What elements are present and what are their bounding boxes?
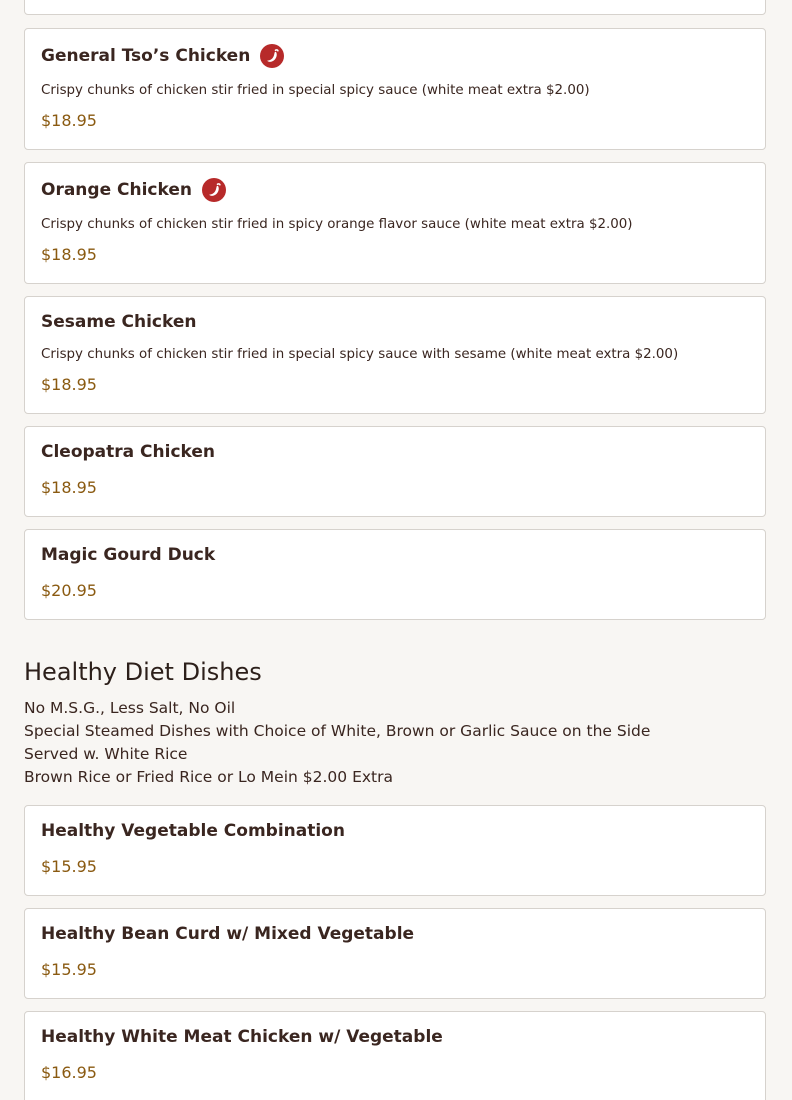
menu-item-name: Healthy Bean Curd w/ Mixed Vegetable <box>41 924 415 944</box>
chili-pepper-icon <box>260 44 284 68</box>
menu-item-name: Magic Gourd Duck <box>41 545 216 565</box>
menu-item-card[interactable] <box>24 296 766 414</box>
chili-pepper-icon <box>202 178 226 202</box>
menu-item-title <box>41 924 414 944</box>
menu-item-title <box>41 1027 443 1047</box>
menu-item-description: Crispy chunks of chicken stir fried in special spicy sauce (white meat extra $2.00) <box>41 83 590 98</box>
menu-item-price: $15.95 <box>41 960 97 979</box>
menu-item-card[interactable] <box>24 908 766 999</box>
menu-item-card[interactable] <box>24 1011 766 1100</box>
menu-item-card[interactable] <box>24 28 766 150</box>
section-title: Healthy Diet Dishes <box>24 658 262 686</box>
menu-item-title <box>41 44 284 68</box>
menu-item-price: $15.95 <box>41 857 97 876</box>
menu-item-title <box>41 442 215 462</box>
menu-item-description: Crispy chunks of chicken stir fried in spicy orange flavor sauce (white meat extra $2.00) <box>41 217 633 232</box>
menu-item-name: Orange Chicken <box>41 180 192 200</box>
menu-item-price: $16.95 <box>41 1063 97 1082</box>
menu-item-description: Crispy chunks of chicken stir fried in special spicy sauce with sesame (white meat extra $2.00) <box>41 347 679 362</box>
menu-item-name: General Tso’s Chicken <box>41 46 251 66</box>
menu-item-name: Healthy White Meat Chicken w/ Vegetable <box>41 1027 443 1047</box>
menu-item-price: $18.95 <box>41 245 97 264</box>
section-notes <box>24 697 650 789</box>
menu-item-price: $18.95 <box>41 478 97 497</box>
section-note: Served w. White Rice <box>24 745 188 763</box>
menu-item-card[interactable] <box>24 529 766 620</box>
menu-item-name: Cleopatra Chicken <box>41 442 216 462</box>
menu-item-name: Sesame Chicken <box>41 312 197 332</box>
section-note: Brown Rice or Fried Rice or Lo Mein $2.00 Extra <box>24 768 393 786</box>
section-note: No M.S.G., Less Salt, No Oil <box>24 699 236 717</box>
menu-item-title <box>41 178 226 202</box>
menu-item-price: $20.95 <box>41 581 97 600</box>
menu-item-title <box>41 545 215 565</box>
menu-item-price: $18.95 <box>41 111 97 130</box>
menu-item-name: Healthy Vegetable Combination <box>41 821 345 841</box>
section-note: Special Steamed Dishes with Choice of White, Brown or Garlic Sauce on the Side <box>24 722 651 740</box>
menu-item-card[interactable] <box>24 426 766 517</box>
menu-item-card[interactable] <box>24 162 766 284</box>
menu-item-card[interactable] <box>24 805 766 896</box>
menu-item-card-partial[interactable] <box>24 0 766 15</box>
menu-item-title <box>41 821 345 841</box>
menu-item-title <box>41 312 197 332</box>
menu-item-price: $18.95 <box>41 375 97 394</box>
